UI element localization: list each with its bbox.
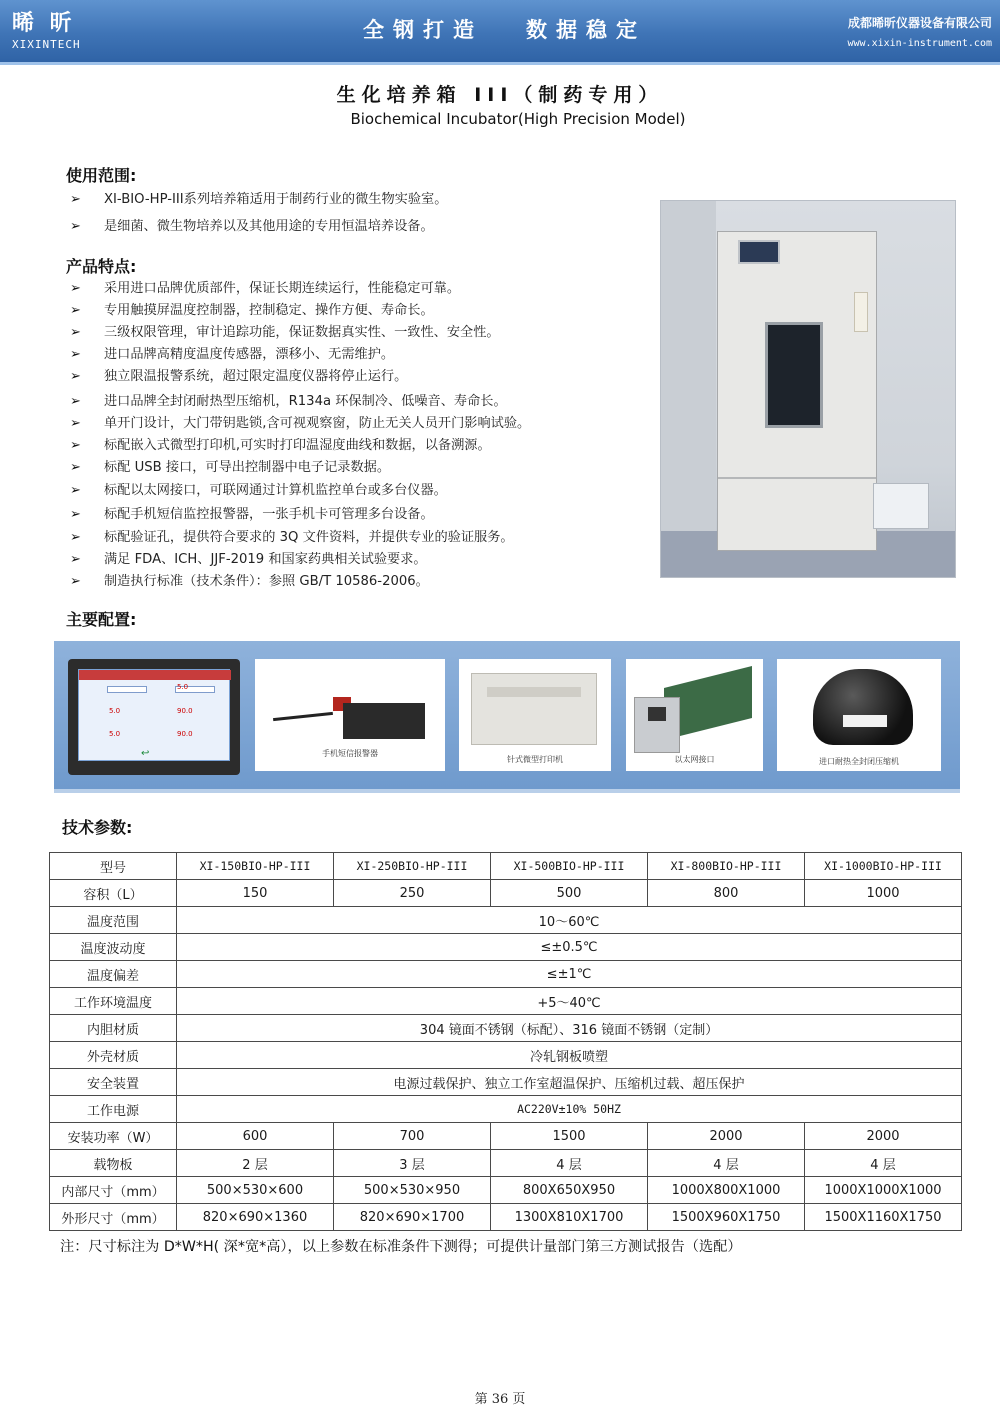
specs-heading: 技术参数: xyxy=(62,818,133,837)
row-label: 工作电源 xyxy=(50,1096,177,1123)
table-cell: 1500 xyxy=(491,1123,648,1150)
table-row xyxy=(50,961,962,988)
arrow-icon: ➢ xyxy=(70,416,81,431)
screen-titlebar xyxy=(79,670,231,680)
usage-list xyxy=(70,190,447,244)
arrow-icon: ➢ xyxy=(70,530,81,545)
feature-item: 进口品牌全封闭耐热型压缩机，R134a 环保制冷、低噪音、寿命长。 xyxy=(104,394,507,409)
row-label: 温度偏差 xyxy=(50,961,177,988)
arrow-icon: ➢ xyxy=(70,438,81,453)
table-cell: 250 xyxy=(334,880,491,907)
config-caption: 手机短信报警器 xyxy=(322,749,378,758)
table-row xyxy=(50,853,962,880)
row-label: 型号 xyxy=(50,853,177,880)
table-row xyxy=(50,1042,962,1069)
feature-item: 标配手机短信监控报警器，一张手机卡可管理多台设备。 xyxy=(104,507,434,522)
features-heading: 产品特点: xyxy=(66,257,137,276)
list-item xyxy=(70,481,530,505)
arrow-icon: ➢ xyxy=(70,325,81,340)
compressor-label xyxy=(843,715,887,727)
back-arrow-icon: ↩ xyxy=(141,748,150,759)
table-cell: 3 层 xyxy=(334,1150,491,1177)
incubator-cabinet xyxy=(717,231,877,551)
table-row xyxy=(50,880,962,907)
row-label: 温度波动度 xyxy=(50,934,177,961)
compressor-body xyxy=(813,669,913,745)
feature-item: 满足 FDA、ICH、JJF-2019 和国家药典相关试验要求。 xyxy=(104,552,427,567)
table-cell: +5～40℃ xyxy=(177,988,962,1015)
list-item xyxy=(70,323,530,345)
table-cell: ≤±0.5℃ xyxy=(177,934,962,961)
config-caption: 针式微型打印机 xyxy=(507,755,563,764)
cabinet-seam xyxy=(718,477,876,479)
feature-item: 标配 USB 接口，可导出控制器中电子记录数据。 xyxy=(104,460,391,475)
observation-window xyxy=(765,322,823,428)
touchscreen-controller-image xyxy=(68,659,240,775)
storage-box xyxy=(873,483,929,529)
usage-heading: 使用范围: xyxy=(66,166,137,185)
table-cell: 150 xyxy=(177,880,334,907)
table-cell: 1000 xyxy=(805,880,962,907)
list-item xyxy=(70,190,447,217)
feature-item: 标配嵌入式微型打印机,可实时打印温湿度曲线和数据，以备溯源。 xyxy=(104,438,491,453)
ethernet-module-image xyxy=(626,659,763,771)
list-item xyxy=(70,345,530,367)
website-link[interactable]: www.xixin-instrument.com xyxy=(847,38,992,49)
table-cell: 820×690×1360 xyxy=(177,1204,334,1231)
table-row xyxy=(50,1015,962,1042)
antenna-icon xyxy=(273,712,333,721)
config-caption: 以太网接口 xyxy=(674,755,715,764)
row-label: 温度范围 xyxy=(50,907,177,934)
table-cell: 800 xyxy=(648,880,805,907)
table-cell: 500 xyxy=(491,880,648,907)
photo-wall xyxy=(661,201,716,578)
arrow-icon: ➢ xyxy=(70,394,81,409)
product-photo xyxy=(660,200,956,578)
list-item xyxy=(70,414,530,436)
table-row xyxy=(50,934,962,961)
arrow-icon: ➢ xyxy=(70,507,81,522)
table-cell: 2000 xyxy=(648,1123,805,1150)
table-cell: 800X650X950 xyxy=(491,1177,648,1204)
table-cell: 700 xyxy=(334,1123,491,1150)
screen-value: 5.0 xyxy=(177,683,189,691)
screen-value: 90.0 xyxy=(177,707,193,715)
feature-item: 专用触摸屏温度控制器，控制稳定、操作方便、寿命长。 xyxy=(104,303,434,318)
table-row xyxy=(50,1096,962,1123)
table-cell: 1500X1160X1750 xyxy=(805,1204,962,1231)
feature-item: 独立限温报警系统，超过限定温度仪器将停止运行。 xyxy=(104,369,408,384)
model-cell: XI-250BIO-HP-III xyxy=(334,853,491,880)
feature-item: 三级权限管理，审计追踪功能，保证数据真实性、一致性、安全性。 xyxy=(104,325,500,340)
screen-value: 5.0 xyxy=(109,707,121,715)
model-cell: XI-150BIO-HP-III xyxy=(177,853,334,880)
rj45-port-icon xyxy=(648,707,666,721)
row-label: 安全装置 xyxy=(50,1069,177,1096)
warning-label xyxy=(854,292,868,332)
arrow-icon: ➢ xyxy=(70,369,81,384)
list-item xyxy=(70,528,530,550)
table-cell: 304 镜面不锈钢（标配）、316 镜面不锈钢（定制） xyxy=(177,1015,962,1042)
compressor-image xyxy=(777,659,941,771)
usage-item: 是细菌、微生物培养以及其他用途的专用恒温培养设备。 xyxy=(104,219,434,234)
table-cell: 4 层 xyxy=(491,1150,648,1177)
table-row xyxy=(50,988,962,1015)
list-item xyxy=(70,458,530,481)
table-cell: 600 xyxy=(177,1123,334,1150)
feature-item: 单开门设计，大门带钥匙锁,含可视观察窗，防止无关人员开门影响试验。 xyxy=(104,416,531,431)
table-row xyxy=(50,1150,962,1177)
table-cell: 820×690×1700 xyxy=(334,1204,491,1231)
arrow-icon: ➢ xyxy=(70,483,81,498)
table-row xyxy=(50,907,962,934)
feature-item: 制造执行标准（技术条件）：参照 GB/T 10586-2006。 xyxy=(104,574,429,589)
table-cell: 500×530×950 xyxy=(334,1177,491,1204)
control-panel xyxy=(738,240,780,264)
table-cell: 1000X1000X1000 xyxy=(805,1177,962,1204)
printer-body xyxy=(471,673,597,745)
header-divider xyxy=(0,62,1000,65)
page-number: 第 36 页 xyxy=(474,1392,526,1407)
list-item xyxy=(70,279,530,301)
table-cell: 4 层 xyxy=(648,1150,805,1177)
list-item xyxy=(70,505,530,528)
feature-item: 标配验证孔，提供符合要求的 3Q 文件资料，并提供专业的验证服务。 xyxy=(104,530,514,545)
spec-table xyxy=(49,852,962,1231)
row-label: 工作环境温度 xyxy=(50,988,177,1015)
arrow-icon: ➢ xyxy=(70,574,81,589)
company-name: 成都晞昕仪器设备有限公司 xyxy=(847,16,992,30)
brand-logo-en: XIXINTECH xyxy=(12,38,81,51)
arrow-icon: ➢ xyxy=(70,303,81,318)
table-cell: 1300X810X1700 xyxy=(491,1204,648,1231)
table-row xyxy=(50,1177,962,1204)
config-heading: 主要配置: xyxy=(66,610,137,629)
row-label: 载物板 xyxy=(50,1150,177,1177)
config-strip xyxy=(54,641,960,793)
table-cell: 1500X960X1750 xyxy=(648,1204,805,1231)
table-cell: 2 层 xyxy=(177,1150,334,1177)
row-label: 外形尺寸（mm） xyxy=(50,1204,177,1231)
list-item xyxy=(70,367,530,392)
feature-item: 采用进口品牌优质部件，保证长期连续运行，性能稳定可靠。 xyxy=(104,281,461,296)
model-cell: XI-1000BIO-HP-III xyxy=(805,853,962,880)
printer-slot xyxy=(487,687,581,697)
row-label: 内胆材质 xyxy=(50,1015,177,1042)
table-row xyxy=(50,1204,962,1231)
list-item xyxy=(70,301,530,323)
table-cell: 电源过载保护、独立工作室超温保护、压缩机过载、超压保护 xyxy=(177,1069,962,1096)
bracket-plate xyxy=(634,697,680,753)
model-cell: XI-500BIO-HP-III xyxy=(491,853,648,880)
screen-value: 90.0 xyxy=(177,730,193,738)
screen-cell xyxy=(107,686,147,693)
list-item xyxy=(70,550,530,572)
arrow-icon: ➢ xyxy=(70,347,81,362)
table-cell: AC220V±10% 50HZ xyxy=(177,1096,962,1123)
config-caption: 进口耐热全封闭压缩机 xyxy=(819,757,899,766)
row-label: 安装功率（W） xyxy=(50,1123,177,1150)
list-item xyxy=(70,572,530,594)
screen-value: 5.0 xyxy=(109,730,121,738)
arrow-icon: ➢ xyxy=(70,192,81,207)
list-item xyxy=(70,217,447,244)
usage-item: XI-BIO-HP-III系列培养箱适用于制药行业的微生物实验室。 xyxy=(104,192,448,207)
row-label: 内部尺寸（mm） xyxy=(50,1177,177,1204)
table-cell: 1000X800X1000 xyxy=(648,1177,805,1204)
product-title-cn: 生化培养箱 III（制药专用） xyxy=(336,84,664,106)
printer-image xyxy=(459,659,611,771)
table-cell: 冷轧钢板喷塑 xyxy=(177,1042,962,1069)
row-label: 外壳材质 xyxy=(50,1042,177,1069)
table-row xyxy=(50,1123,962,1150)
slogan-right: 数据稳定 xyxy=(526,18,646,42)
brand-logo-cn: 晞 昕 xyxy=(12,11,76,36)
arrow-icon: ➢ xyxy=(70,281,81,296)
sms-alarm-image xyxy=(255,659,445,771)
features-list xyxy=(70,279,530,594)
table-cell: 2000 xyxy=(805,1123,962,1150)
slogan-left: 全钢打造 xyxy=(363,18,483,42)
arrow-icon: ➢ xyxy=(70,219,81,234)
list-item xyxy=(70,436,530,458)
arrow-icon: ➢ xyxy=(70,460,81,475)
table-cell: 500×530×600 xyxy=(177,1177,334,1204)
product-title-en: Biochemical Incubator(High Precision Model) xyxy=(350,110,686,128)
model-cell: XI-800BIO-HP-III xyxy=(648,853,805,880)
list-item xyxy=(70,392,530,414)
table-row xyxy=(50,1069,962,1096)
table-cell: 10～60℃ xyxy=(177,907,962,934)
footnote: 注：尺寸标注为 D*W*H( 深*宽*高），以上参数在标准条件下测得；可提供计量部门第三方测试报告（选配） xyxy=(60,1239,742,1255)
page-header xyxy=(0,0,1000,62)
table-cell: ≤±1℃ xyxy=(177,961,962,988)
feature-item: 进口品牌高精度温度传感器，漂移小、无需维护。 xyxy=(104,347,395,362)
table-cell: 4 层 xyxy=(805,1150,962,1177)
feature-item: 标配以太网接口，可联网通过计算机监控单台或多台仪器。 xyxy=(104,483,447,498)
row-label: 容积（L） xyxy=(50,880,177,907)
device-body xyxy=(343,703,425,739)
arrow-icon: ➢ xyxy=(70,552,81,567)
controller-screen xyxy=(78,669,230,761)
